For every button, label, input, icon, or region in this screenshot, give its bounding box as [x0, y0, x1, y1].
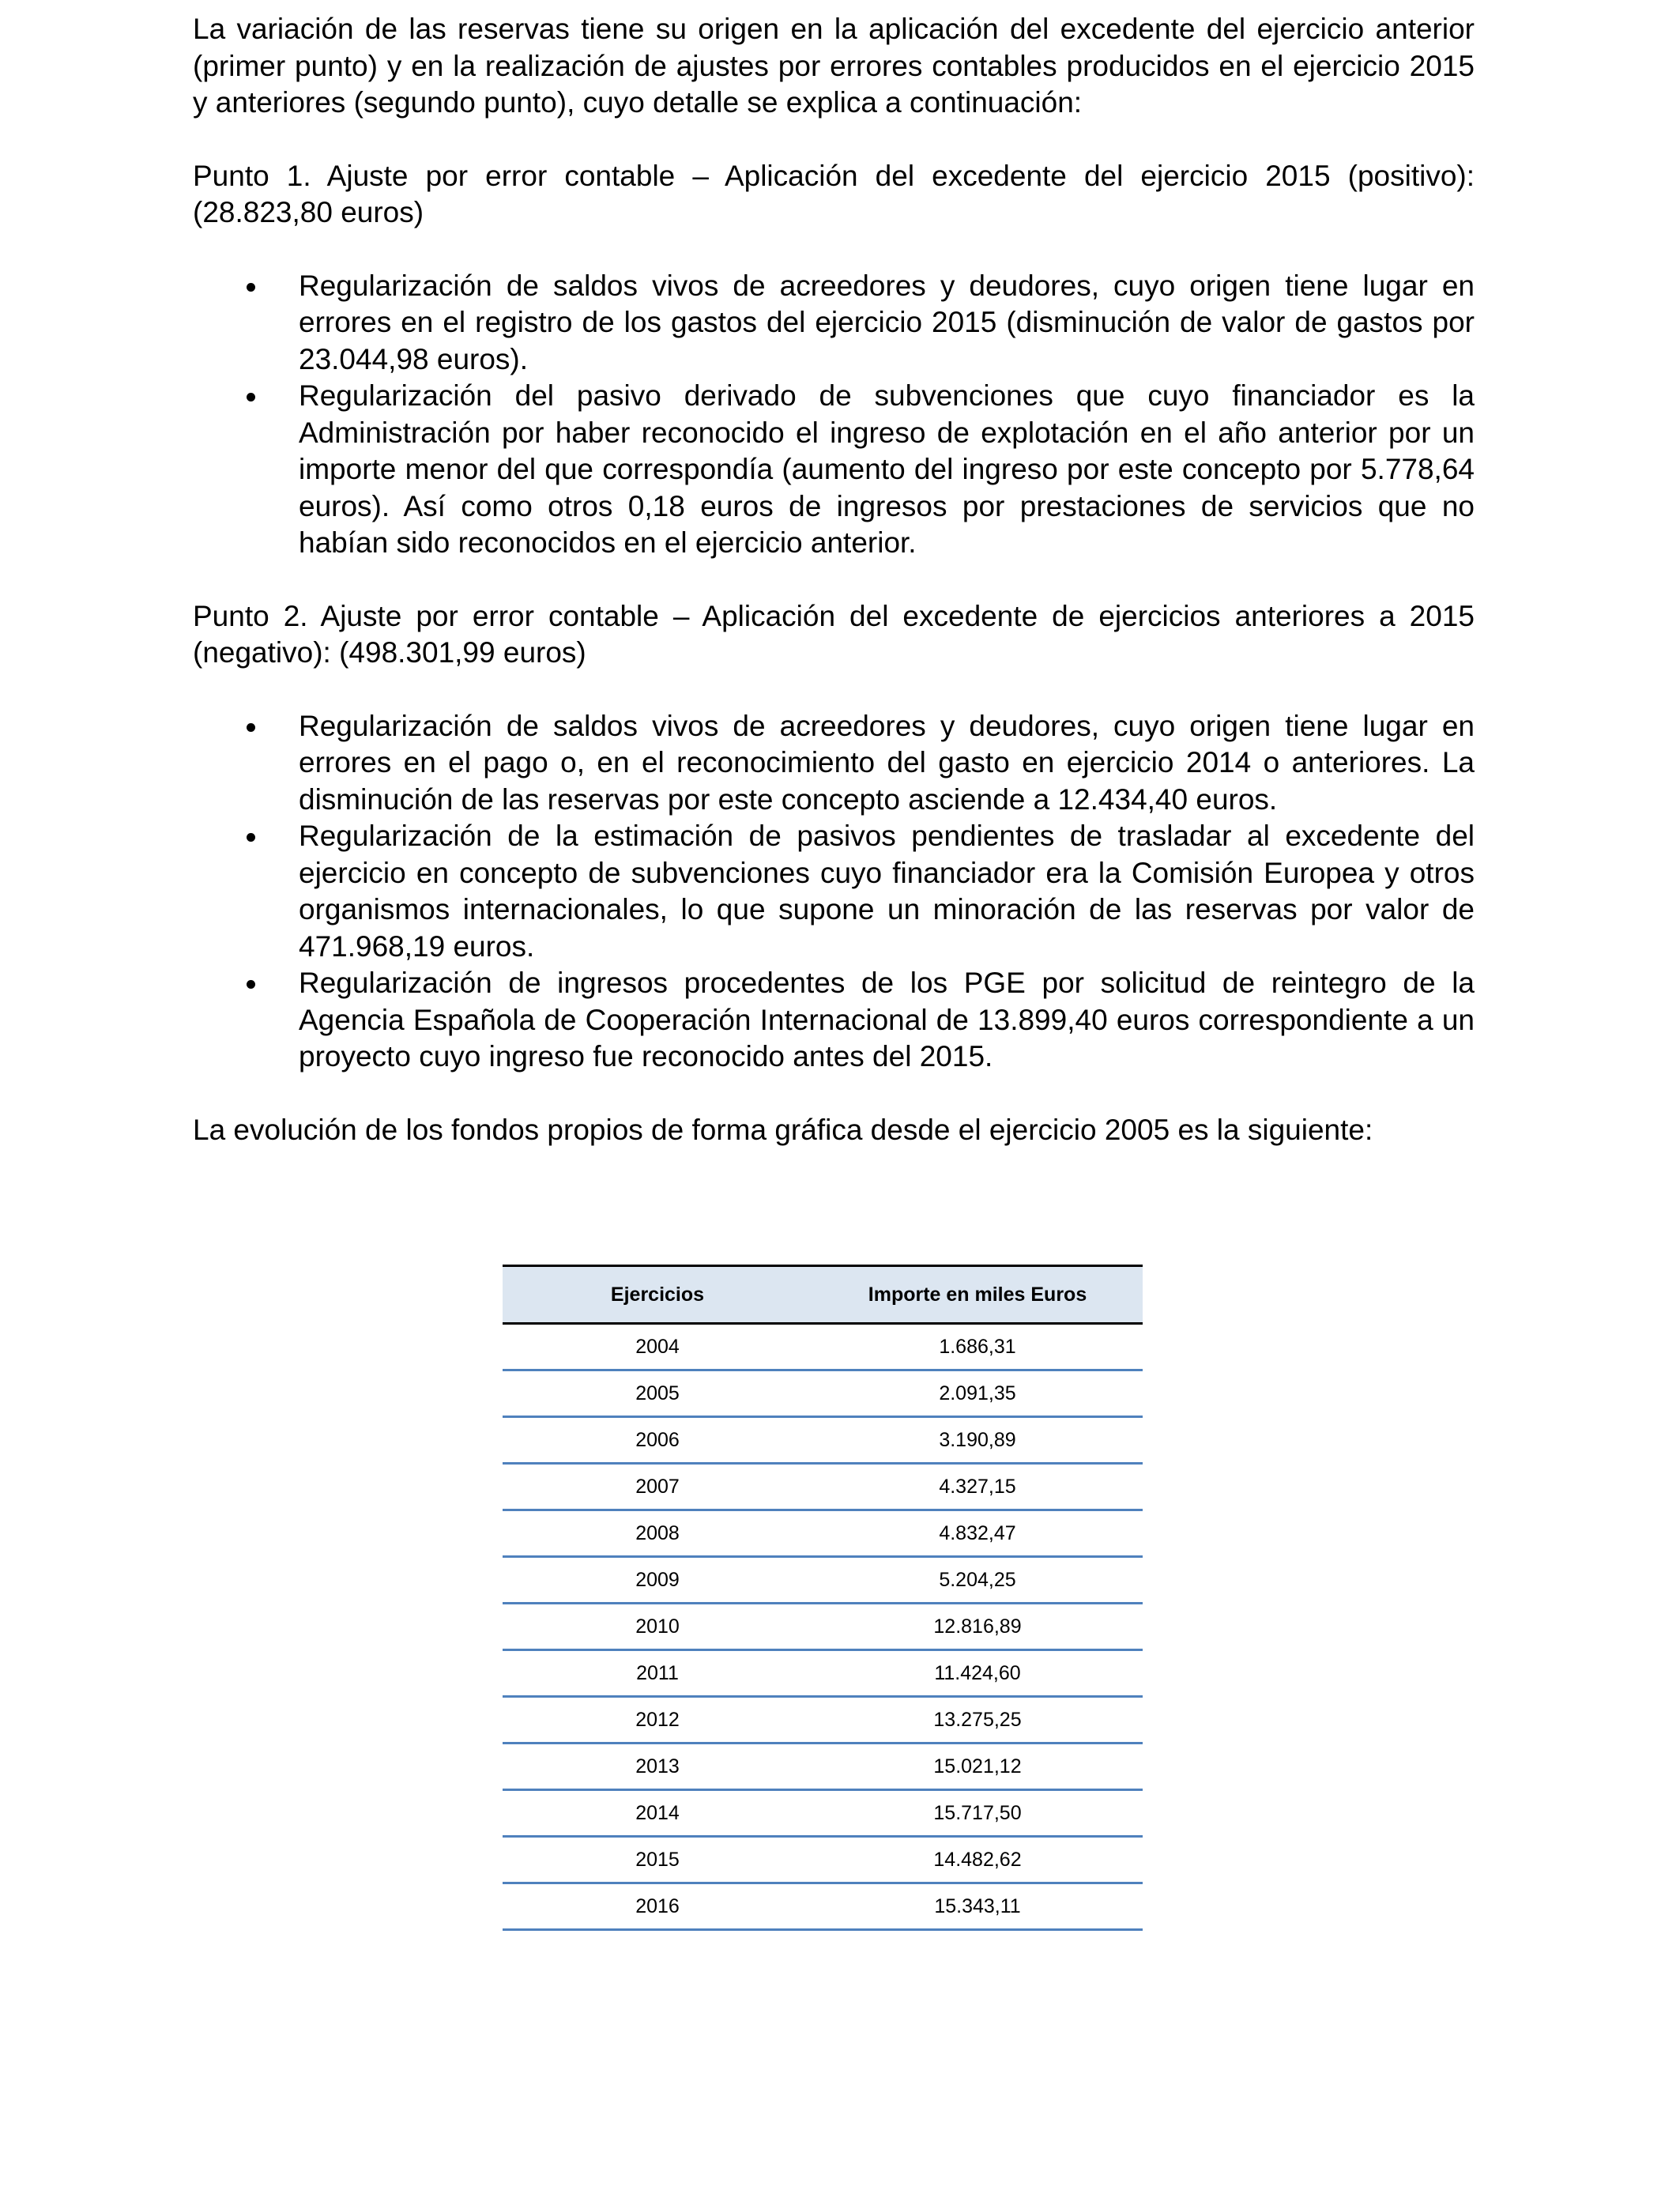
cell-ejercicio: 2015 — [503, 1837, 812, 1883]
list-item-text: Regularización de la estimación de pasivos pendientes de trasladar al excedente del ejercicio en concepto de subvenciones cuyo financiador era la Comisión Europea y otros organismos internacionales, lo que supone un minoración de las reservas por valor de 471.968,19 euros. — [299, 820, 1475, 963]
table-row — [503, 1604, 1143, 1650]
spacer — [193, 1076, 1475, 1112]
list-item-text: Regularización de ingresos procedentes de los PGE por solicitud de reintegro de la Agencia Española de Cooperación Internacional de 13.899,40 euros correspondiente a un proyecto cuyo ingreso fue reconocido antes del 2015. — [299, 967, 1475, 1072]
bullet-icon — [247, 833, 255, 842]
fondos-propios-table — [503, 1265, 1143, 1931]
cell-importe: 4.327,15 — [812, 1464, 1143, 1510]
spacer — [193, 232, 1475, 268]
table-row — [503, 1370, 1143, 1417]
cell-importe: 12.816,89 — [812, 1604, 1143, 1650]
table-row — [503, 1697, 1143, 1744]
cell-ejercicio: 2008 — [503, 1510, 812, 1557]
cell-ejercicio: 2010 — [503, 1604, 812, 1650]
list-item-text: Regularización del pasivo derivado de subvenciones que cuyo financiador es la Administración por haber reconocido el ingreso de explotación en el año anterior por un importe menor del que correspondía (aumento del ingreso por este concepto por 5.778,64 euros). Así como otros 0,18 euros de ingresos por prestaciones de servicios que no habían sido reconocidos en el ejercicio anterior. — [299, 379, 1475, 559]
table-body — [503, 1324, 1143, 1930]
column-header-ejercicios: Ejercicios — [503, 1266, 812, 1324]
punto1-list — [193, 268, 1475, 562]
table-row — [503, 1417, 1143, 1464]
cell-importe: 4.832,47 — [812, 1510, 1143, 1557]
list-item-text: Regularización de saldos vivos de acreedores y deudores, cuyo origen tiene lugar en errores en el registro de los gastos del ejercicio 2015 (disminución de valor de gastos por 23.044,98 euros). — [299, 269, 1475, 375]
cell-importe: 1.686,31 — [812, 1324, 1143, 1370]
bullet-icon — [247, 980, 255, 989]
column-header-importe: Importe en miles Euros — [812, 1266, 1143, 1324]
cell-importe: 15.717,50 — [812, 1790, 1143, 1837]
cell-ejercicio: 2013 — [503, 1744, 812, 1790]
cell-ejercicio: 2012 — [503, 1697, 812, 1744]
cell-ejercicio: 2006 — [503, 1417, 812, 1464]
bullet-icon — [247, 393, 255, 401]
cell-importe: 15.021,12 — [812, 1744, 1143, 1790]
table-row — [503, 1464, 1143, 1510]
punto2-heading: Punto 2. Ajuste por error contable – Aplicación del excedente de ejercicios anteriores a 2015 (negativo): (498.301,99 euros) — [193, 599, 1475, 669]
cell-ejercicio: 2004 — [503, 1324, 812, 1370]
cell-importe: 5.204,25 — [812, 1557, 1143, 1604]
spacer — [193, 562, 1475, 598]
list-item — [193, 965, 1475, 1076]
cell-importe: 14.482,62 — [812, 1837, 1143, 1883]
cell-importe: 2.091,35 — [812, 1370, 1143, 1417]
table-row — [503, 1510, 1143, 1557]
list-item — [193, 708, 1475, 819]
list-item-text: Regularización de saldos vivos de acreedores y deudores, cuyo origen tiene lugar en errores en el pago o, en el reconocimiento del gasto en ejercicio 2014 o anteriores. La disminución de las reservas por este concepto asciende a 12.434,40 euros. — [299, 709, 1475, 816]
cell-importe: 13.275,25 — [812, 1697, 1143, 1744]
cell-importe: 11.424,60 — [812, 1650, 1143, 1697]
spacer — [193, 122, 1475, 158]
list-item — [193, 818, 1475, 965]
intro-paragraph: La variación de las reservas tiene su origen en la aplicación del excedente del ejercicio anterior (primer punto) y en la realización de ajustes por errores contables producidos en el ejercicio 2015 y anteriores (segundo punto), cuyo detalle se explica a continuación: — [193, 13, 1475, 119]
fondos-propios-table-wrap — [503, 1265, 1143, 1931]
list-item — [193, 268, 1475, 379]
table-row — [503, 1557, 1143, 1604]
table-row — [503, 1790, 1143, 1837]
cell-ejercicio: 2014 — [503, 1790, 812, 1837]
table-row — [503, 1324, 1143, 1370]
punto1-heading: Punto 1. Ajuste por error contable – Aplicación del excedente del ejercicio 2015 (positivo): (28.823,80 euros) — [193, 159, 1475, 228]
cell-ejercicio: 2011 — [503, 1650, 812, 1697]
table-row — [503, 1744, 1143, 1790]
bullet-icon — [247, 283, 255, 292]
cell-ejercicio: 2007 — [503, 1464, 812, 1510]
cell-importe: 15.343,11 — [812, 1883, 1143, 1930]
table-row — [503, 1883, 1143, 1930]
cell-importe: 3.190,89 — [812, 1417, 1143, 1464]
punto2-list — [193, 708, 1475, 1076]
cell-ejercicio: 2009 — [503, 1557, 812, 1604]
document-body — [193, 11, 1475, 1148]
evolucion-paragraph: La evolución de los fondos propios de forma gráfica desde el ejercicio 2005 es la siguiente: — [193, 1113, 1373, 1146]
cell-ejercicio: 2005 — [503, 1370, 812, 1417]
table-header-row — [503, 1266, 1143, 1324]
table-row — [503, 1837, 1143, 1883]
spacer — [193, 672, 1475, 708]
table-row — [503, 1650, 1143, 1697]
cell-ejercicio: 2016 — [503, 1883, 812, 1930]
list-item — [193, 378, 1475, 562]
bullet-icon — [247, 723, 255, 732]
